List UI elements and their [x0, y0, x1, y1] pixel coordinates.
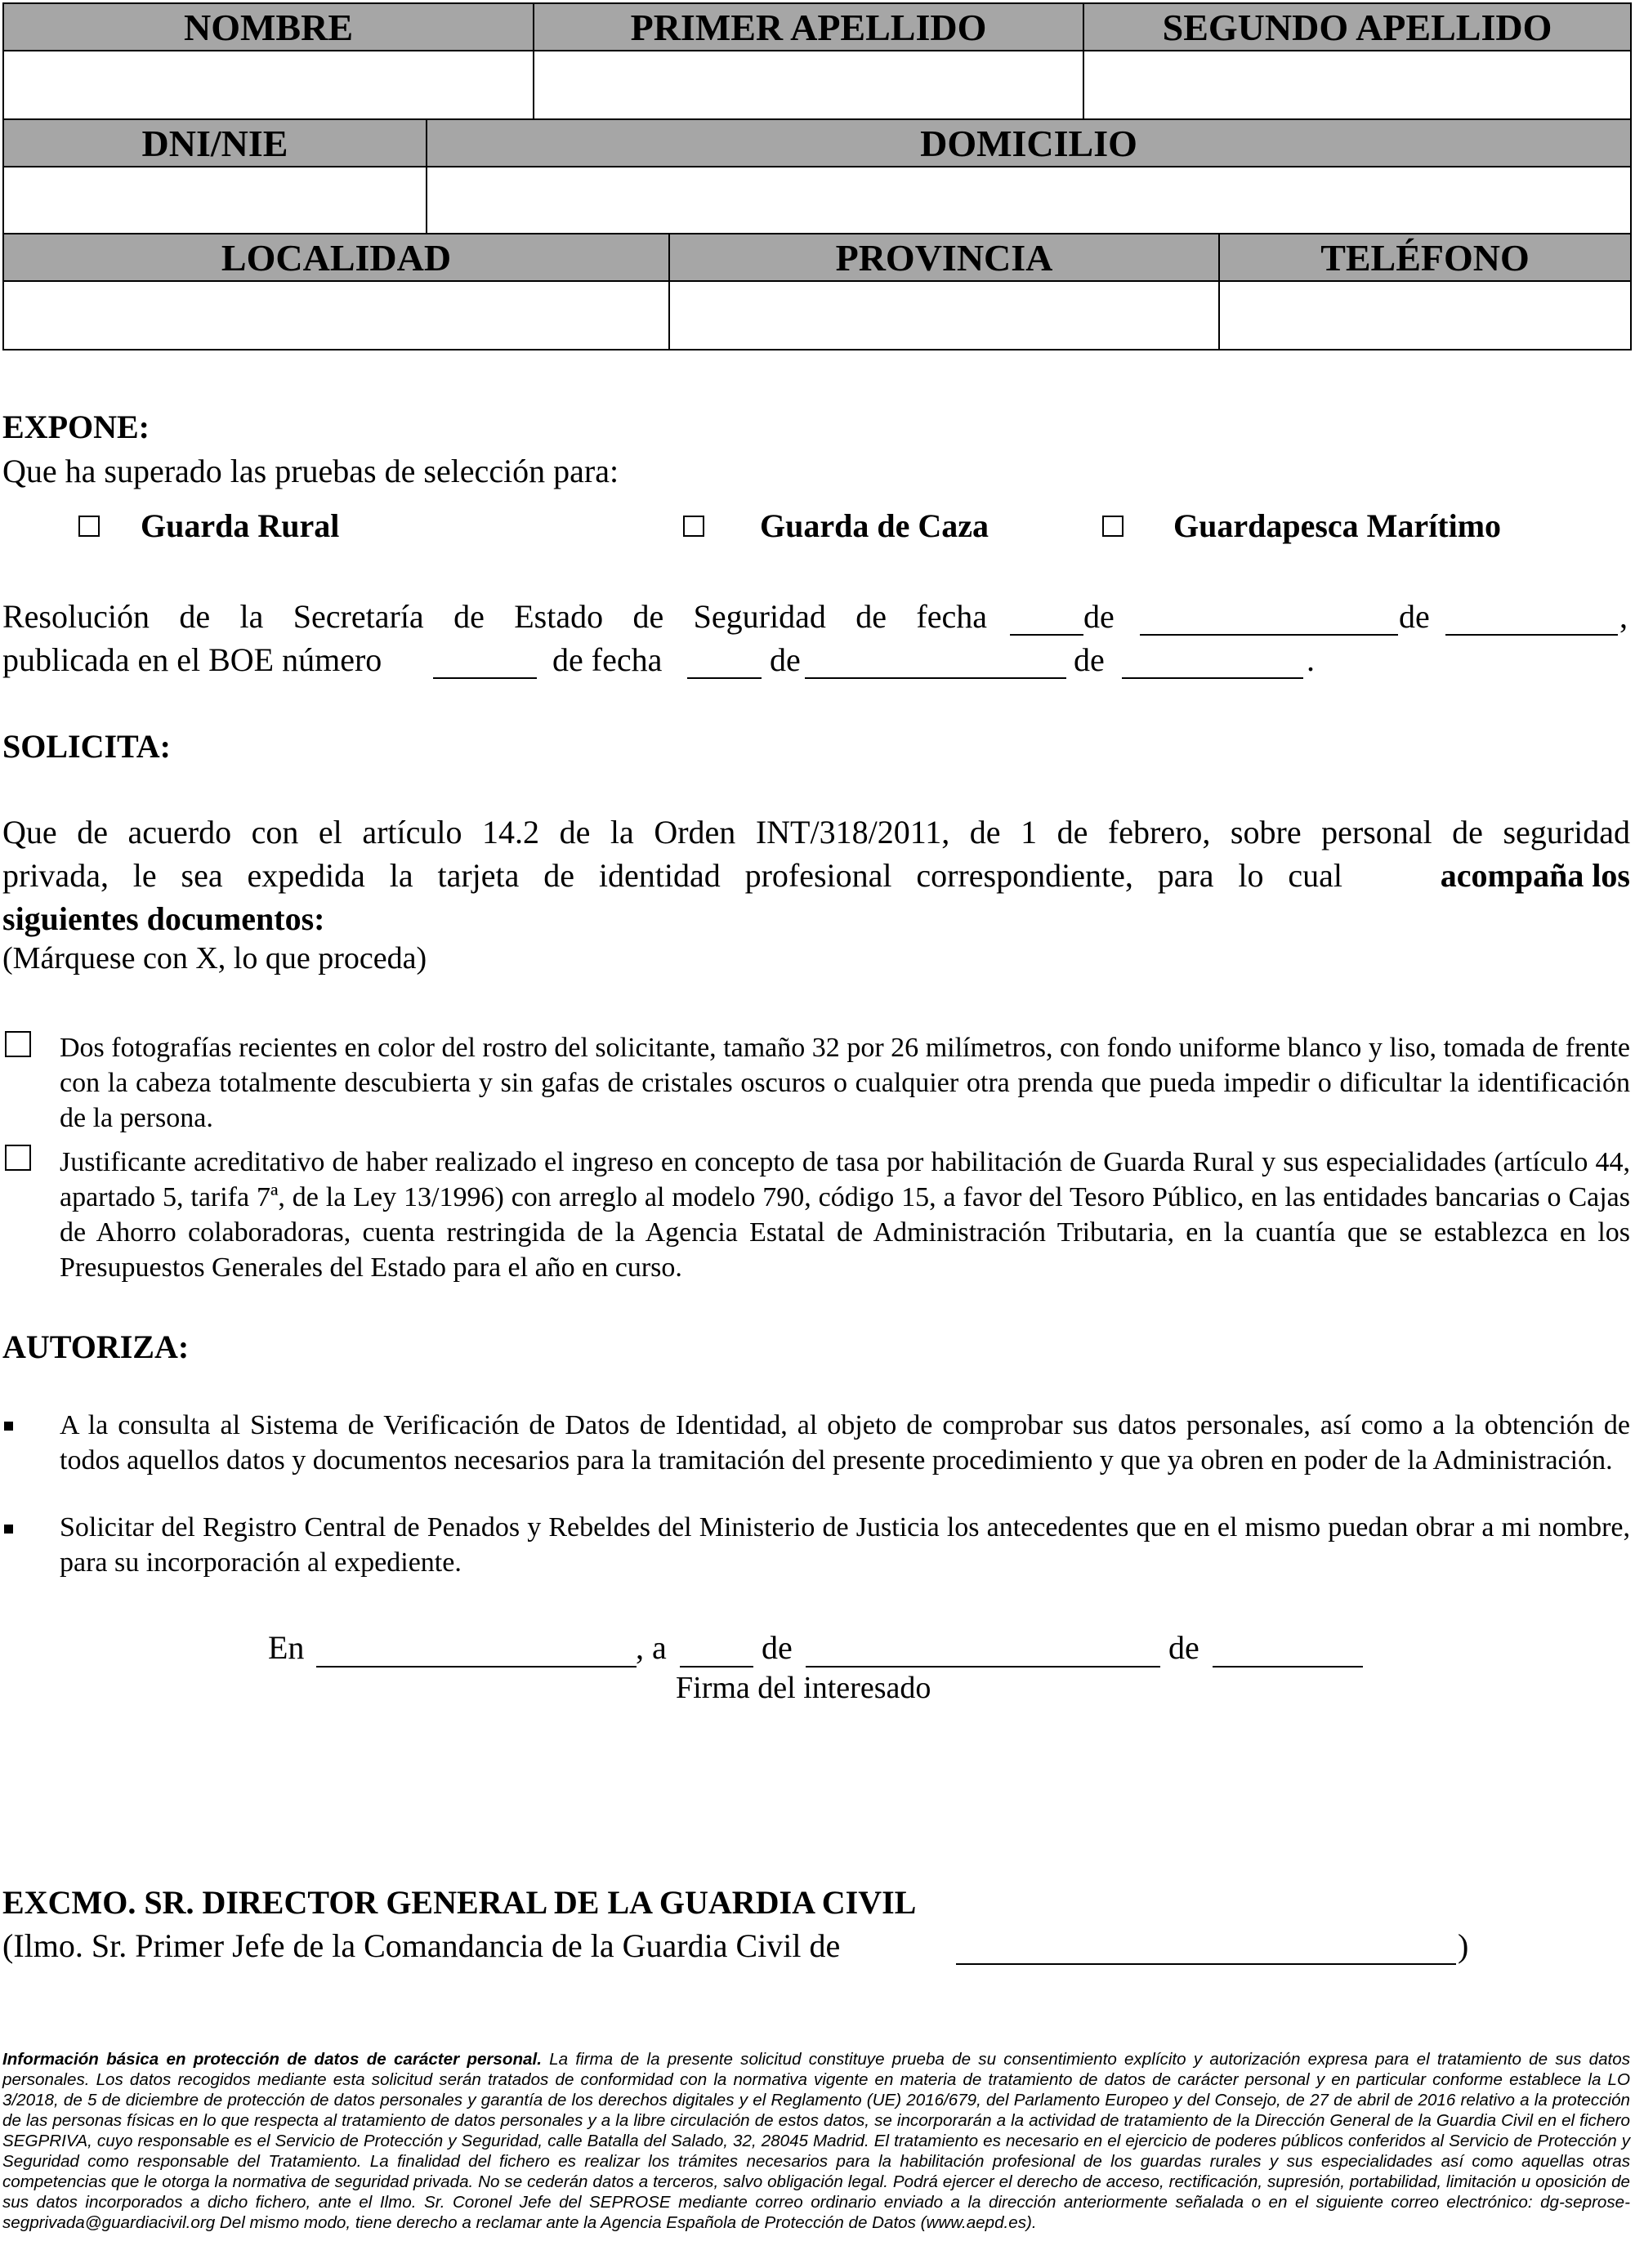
option-guardapesca: Guardapesca Marítimo [1173, 507, 1502, 544]
segundo-apellido-field[interactable] [1084, 51, 1630, 118]
personal-data-table [2, 2, 1632, 350]
telefono-header: TELÉFONO [1320, 236, 1530, 279]
boe-number-blank[interactable] [433, 677, 537, 679]
solicita-line3: siguientes documentos: [2, 900, 325, 937]
firma-year-blank[interactable] [1213, 1666, 1363, 1668]
primer-apellido-field[interactable] [534, 51, 1084, 118]
telefono-field[interactable] [1220, 282, 1630, 349]
primer-apellido-header: PRIMER APELLIDO [534, 4, 1084, 50]
boe-text: publicada en el BOE número [2, 641, 382, 678]
localidad-header: LOCALIDAD [4, 234, 670, 280]
firma-label: Firma del interesado [676, 1671, 931, 1705]
boe-period: . [1307, 641, 1315, 678]
checkbox-guardapesca[interactable] [1102, 516, 1124, 541]
solicita-line1: Que de acuerdo con el artículo 14.2 de la Orden INT/318/2011, de 1 de febrero, sobre personal de seguridad [2, 814, 1630, 850]
doc-tasa-text: Justificante acreditativo de haber realizado el ingreso en concepto de tasa por habilitación de Guarda Rural y sus especialidades (artículo 44, apartado 5, tarifa 7ª, de la Ley 13/1996) con arreglo al modelo 790, código 15, a favor del Tesoro Público, en las entidades bancarias o Cajas de Ahorro colaboradoras, cuenta restringida de la Agencia Estatal de Administración Tributaria, en la cuantía que se establezca en los Presupuestos Generales del Estado para el año en curso. [60, 1147, 1630, 1283]
data-protection-title: Información básica en protección de datos de carácter personal. [2, 2050, 542, 2069]
entry-row-2 [4, 167, 1630, 234]
resolucion-de2: de [1399, 598, 1430, 635]
boe-month-blank[interactable] [805, 677, 1066, 679]
checkbox-guarda-caza[interactable] [683, 516, 704, 541]
autoriza-heading: AUTORIZA: [2, 1328, 190, 1365]
provincia-header: PROVINCIA [670, 234, 1220, 280]
addressee-line2: (Ilmo. Sr. Primer Jefe de la Comandancia de la Guardia Civil de [2, 1927, 841, 1964]
autoriza-item-2: Solicitar del Registro Central de Penados y Rebeldes del Ministerio de Justicia los antecedentes que en el mismo puedan obrar a mi nombre, para su incorporación al expediente. [60, 1512, 1630, 1578]
header-row-2 [4, 120, 1630, 167]
boe-de4: de [1074, 641, 1105, 678]
localidad-field[interactable] [4, 282, 670, 349]
firma-de2: de [1168, 1629, 1199, 1666]
solicita-heading: SOLICITA: [2, 728, 171, 765]
boe-de3: de [770, 641, 801, 678]
firma-en: En [268, 1629, 305, 1666]
data-protection-text: La firma de la presente solicitud constituye prueba de su consentimiento explícito y autorización expresa para el tratamiento de sus datos personales. Los datos recogidos mediante esta solicitud serán tratados de conformidad con la normativa vigente en materia de tratamiento de datos de carácter personal y en particular conforme establece la LO 3/2018, de 5 de diciembre de protección de datos personales y garantía de los derechos digitales y el Reglamento (UE) 2016/679, del Parlamento Europeo y del Consejo, de 27 de abril de 2016 relativo a la protección de las personas físicas en lo que respecta al tratamiento de datos personales y a la libre circulación de estos datos, se incorporarán a la actividad de tratamiento de la Dirección General de la Guardia Civil en el fichero SEGPRIVA, cuyo responsable es el Servicio de Protección y Seguridad, calle Batalla del Salado, 32, 28045 Madrid. El tratamiento es necesario en el ejercicio de poderes públicos conferidos al Servicio de Protección y Seguridad como responsable del Tratamiento. La finalidad del fichero es realizar los trámites necesarios para la habilitación profesional de los guardas rurales y sus especialidades así como aquellas otras competencias que le otorga la normativa de seguridad privada. No se cederán datos a terceros, salvo obligación legal. Podrá ejercer el derecho de acceso, rectificación, supresión, portabilidad, limitación u oposición de sus datos incorporados a dicho fichero, ante el Ilmo. Sr. Coronel Jefe del SEPROSE mediante correo ordinario enviado a la dirección anteriormente señalada o en el siguiente correo electrónico: dg-seprose-segprivada@guardiacivil.org Del mismo modo, tiene derecho a reclamar ante la Agencia Española de Protección de Datos (www.aepd.es). [2, 2050, 1630, 2232]
resolucion-year-blank[interactable] [1445, 634, 1618, 636]
autoriza-item-1: A la consulta al Sistema de Verificación de Datos de Identidad, al objeto de comprobar sus datos personales, así como a la obtención de todos aquellos datos y documentos necesarios para la tramitación del presente procedimiento y que ya obren en poder de la Administración. [60, 1410, 1630, 1476]
firma-a: , a [636, 1629, 667, 1666]
expone-heading: EXPONE: [2, 409, 150, 445]
doc-photos-text: Dos fotografías recientes en color del rostro del solicitante, tamaño 32 por 26 milímetros, con fondo uniforme blanco y liso, tomada de frente con la cabeza totalmente descubierta y sin gafas de cristales oscuros o cualquier otra prenda que pueda impedir o dificultar la identificación de la persona. [60, 1033, 1630, 1133]
bullet-icon [4, 1525, 13, 1534]
entry-row-1 [4, 51, 1630, 120]
addressee-line1: EXCMO. SR. DIRECTOR GENERAL DE LA GUARDIA CIVIL [2, 1884, 917, 1921]
option-guarda-rural: Guarda Rural [141, 507, 340, 544]
bullet-icon [4, 1422, 13, 1431]
resolucion-text: Resolución de la Secretaría de Estado de Seguridad de fecha [2, 598, 987, 635]
checkbox-doc-tasa[interactable] [5, 1145, 31, 1175]
boe-day-blank[interactable] [687, 677, 762, 679]
option-guarda-caza: Guarda de Caza [760, 507, 989, 544]
expone-intro: Que ha superado las pruebas de selección para: [2, 453, 619, 489]
dni-nie-field[interactable] [4, 167, 427, 233]
dni-nie-header: DNI/NIE [4, 120, 427, 166]
domicilio-header: DOMICILIO [920, 122, 1137, 164]
solicita-note: (Márquese con X, lo que proceda) [2, 941, 427, 976]
addressee-close: ) [1458, 1927, 1469, 1964]
comandancia-blank[interactable] [956, 1963, 1456, 1965]
checkbox-doc-photos[interactable] [5, 1031, 31, 1061]
segundo-apellido-header: SEGUNDO APELLIDO [1162, 6, 1552, 48]
domicilio-field[interactable] [427, 167, 1630, 233]
provincia-field[interactable] [670, 282, 1220, 349]
resolucion-de1: de [1083, 598, 1115, 635]
header-row-3 [4, 234, 1630, 282]
resolucion-day-blank[interactable] [1010, 634, 1083, 636]
data-protection-notice [2, 2049, 1630, 2233]
entry-row-3 [4, 282, 1630, 349]
nombre-field[interactable] [4, 51, 534, 118]
header-row-1 [4, 4, 1630, 51]
boe-de-fecha: de fecha [552, 641, 663, 678]
firma-place-blank[interactable] [316, 1666, 637, 1668]
resolucion-month-blank[interactable] [1140, 634, 1398, 636]
nombre-header: NOMBRE [4, 4, 534, 50]
solicita-line2-bold: acompaña los [1440, 857, 1630, 894]
resolucion-comma: , [1619, 598, 1628, 635]
checkbox-guarda-rural[interactable] [78, 516, 100, 541]
boe-year-blank[interactable] [1122, 677, 1303, 679]
firma-de1: de [762, 1629, 793, 1666]
solicita-line2 [2, 854, 1630, 897]
solicita-line2-text: privada, le sea expedida la tarjeta de identidad profesional correspondiente, para lo cual [2, 857, 1342, 894]
